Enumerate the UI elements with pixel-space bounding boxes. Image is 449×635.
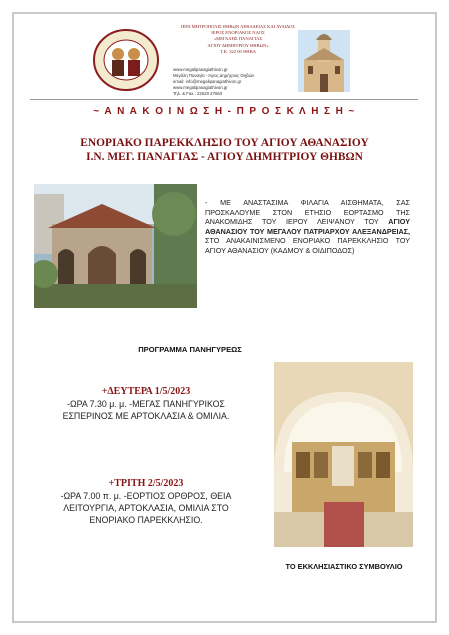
invitation-location: ΣΤΟ ΑΝΑΚΑΙΝΙΣΜΕΝΟ ΕΝΟΡΙΑΚΟ ΠΑΡΕΚΚΛΗΣΙΟ ΤΟΥ ΑΓΙΟΥ ΑΘΑΝΑΣΙΟΥ (ΚΑΔΜΟΥ & ΟΙΔΙΠΟΔΟΣ) [205,236,410,255]
day-heading: +ΔΕΥΤΕΡΑ 1/5/2023 [101,386,191,397]
program-heading: ΠΡΟΓΡΑΜΜΑ ΠΑΝΗΓΥΡΕΩΣ [138,345,242,354]
parish-header [168,24,308,55]
day-line: ΕΝΟΡΙΑΚΟ ΠΑΡΕΚΚΛΗΣΙΟ. [89,515,203,525]
day-schedule [26,477,266,526]
council-signature: ΤΟ ΕΚΚΛΗΣΙΑΣΤΙΚΟ ΣΥΜΒΟΥΛΙΟ [285,562,403,571]
chapel-title [20,136,429,164]
facebook-line: Μεγάλη Παναγία - Άγιος Δημήτριος Θηβών [173,73,255,78]
email-line[interactable]: email: info@megalipanagiathivon.gr [173,79,242,84]
header-line: ΙΕΡΑ ΜΗΤΡΟΠΟΛΙΣ ΘΗΒΩΝ ΛΕΒΑΔΕΙΑΣ ΚΑΙ ΑΥΛΙΔΟΣ [180,24,296,29]
website-link[interactable]: www.megalipanagiathivon.gr [173,67,228,72]
header-line: Τ.Κ. 322 00 ΘΗΒΑ [219,48,257,54]
contact-info [173,67,313,97]
invitation-text [205,198,410,256]
day-line: -ΩΡΑ 7.00 π. μ. -ΕΟΡΤΙΟΣ ΟΡΘΡΟΣ, ΘΕΙΑ [60,491,232,501]
phone-line: Τηλ. & Fax.: 22620 27663 [173,91,223,96]
day-schedule [26,385,266,422]
saint-name: ΑΓΙΟΥ ΑΘΑΝΑΣΙΟΥ ΤΟΥ ΜΕΓΑΛΟΥ ΠΑΤΡΙΑΡΧΟΥ ΑΛΕΞΑΝΔΡΕΙΑΣ, [205,217,410,236]
header-line: «ΜΕΓΑΛΗΣ ΠΑΝΑΓΙΑΣ [213,36,263,42]
chapel-interior-photo [274,362,413,547]
website-link[interactable]: www.megalipanagiathivon.gr [173,85,228,90]
chapel-title-line: ΕΝΟΡΙΑΚΟ ΠΑΡΕΚΚΛΗΣΙΟ ΤΟΥ ΑΓΙΟΥ ΑΘΑΝΑΣΙΟΥ [80,137,369,149]
announcement-heading: ~ Α Ν Α Κ Ο Ι Ν Ω Σ Η - Π Ρ Ο Σ Κ Λ Η Σ Η ~ [93,106,356,117]
parish-seal-logo [92,28,160,92]
parish-title-line: Ι.Ν. ΜΕΓ. ΠΑΝΑΓΙΑΣ - ΑΓΙΟΥ ΔΗΜΗΤΡΙΟΥ ΘΗΒΩΝ [86,151,363,163]
chapel-exterior-photo [34,184,197,308]
header-line: ΑΓΙΟΥ ΔΗΜΗΤΡΙΟΥ ΘΗΒΩΝ» [207,42,269,48]
day-heading: +ΤΡΙΤΗ 2/5/2023 [108,478,184,489]
invitation-intro: - ΜΕ ΑΝΑΣΤΑΣΙΜΑ ΦΙΛΑΓΙΑ ΑΙΣΘΗΜΑΤΑ, ΣΑΣ ΠΡΟΣΚΑΛΟΥΜΕ ΣΤΟΝ ΕΤΗΣΙΟ ΕΟΡΤΑΣΜΟ ΤΗΣ ΑΝΑΚΟΜΙΔΗΣ ΤΟΥ ΙΕΡΟΥ ΛΕΙΨΑΝΟΥ ΤΟΥ [205,198,410,227]
header-divider [30,99,418,100]
day-line: ΛΕΙΤΟΥΡΓΙΑ, ΑΡΤΟΚΛΑΣΙΑ, ΟΜΙΛΙΑ ΣΤΟ [63,503,229,513]
day-line: ΕΣΠΕΡΙΝΟΣ ΜΕ ΑΡΤΟΚΛΑΣΙΑ & ΟΜΙΛΙΑ. [62,411,230,421]
header-line: ΙΕΡΟΣ ΕΝΟΡΙΑΚΟΣ ΝΑΟΣ [211,30,265,36]
church-photo [298,30,350,92]
day-line: -ΩΡΑ 7.30 μ. μ. -ΜΕΓΑΣ ΠΑΝΗΓΥΡΙΚΟΣ [67,399,225,409]
